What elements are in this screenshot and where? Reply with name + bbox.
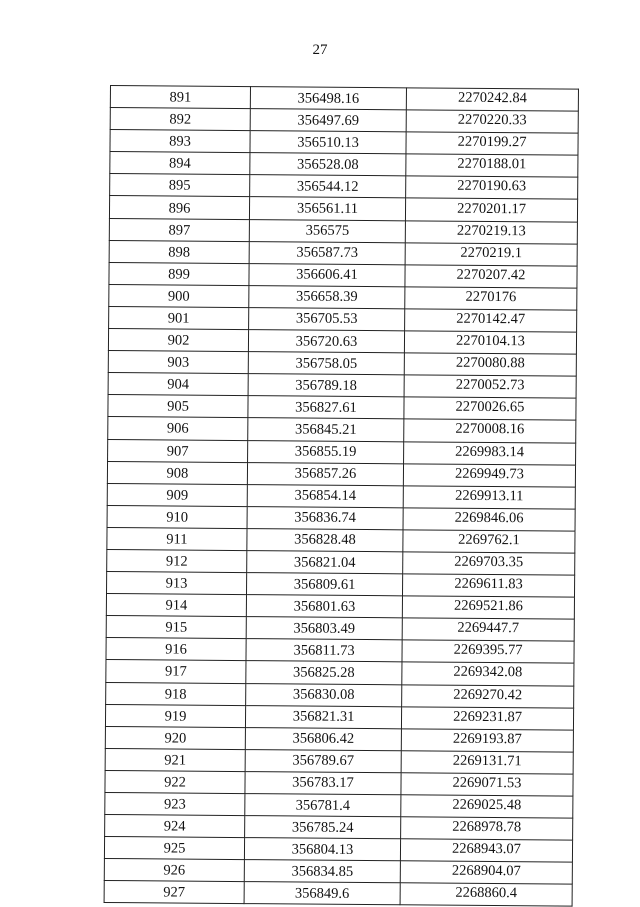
table-row [105,704,573,730]
x-coordinate-cell: 356705.53 [249,308,405,331]
y-coordinate-cell: 2269395.77 [402,640,574,663]
table-row [110,152,578,178]
y-coordinate-cell: 2269521.86 [402,596,574,619]
point-number-cell: 907 [108,439,248,462]
point-number-cell: 911 [107,527,247,550]
table-row [107,572,575,598]
point-number-cell: 896 [109,196,249,219]
point-number-cell: 894 [110,152,250,175]
table-row [108,417,576,443]
table-row [110,86,578,112]
table-row [110,108,578,134]
point-number-cell: 906 [108,417,248,440]
x-coordinate-cell: 356587.73 [249,241,405,264]
point-number-cell: 913 [107,572,247,595]
table-row [107,505,575,531]
y-coordinate-cell: 2270190.63 [406,176,578,199]
y-coordinate-cell: 2270104.13 [404,331,576,354]
x-coordinate-cell: 356561.11 [249,197,405,220]
point-number-cell: 892 [110,108,250,131]
x-coordinate-cell: 356803.49 [246,617,402,640]
table-row [106,660,574,686]
x-coordinate-cell: 356658.39 [249,285,405,308]
table-row [105,770,573,796]
x-coordinate-cell: 356804.13 [244,838,400,861]
point-number-cell: 910 [107,505,247,528]
point-number-cell: 903 [108,351,248,374]
y-coordinate-cell: 2270201.17 [405,198,577,221]
table-row [109,284,577,310]
table-body [104,86,578,907]
y-coordinate-cell: 2270219.13 [405,220,577,243]
point-number-cell: 914 [106,594,246,617]
x-coordinate-cell: 356821.04 [247,551,403,574]
y-coordinate-cell: 2269071.53 [401,773,573,796]
x-coordinate-cell: 356544.12 [250,175,406,198]
y-coordinate-cell: 2269025.48 [401,795,573,818]
x-coordinate-cell: 356497.69 [250,109,406,132]
x-coordinate-cell: 356811.73 [246,639,402,662]
y-coordinate-cell: 2270176 [405,287,577,310]
x-coordinate-cell: 356606.41 [249,263,405,286]
point-number-cell: 920 [105,726,245,749]
table-row [110,174,578,200]
x-coordinate-cell: 356720.63 [248,330,404,353]
point-number-cell: 900 [109,284,249,307]
y-coordinate-cell: 2269193.87 [401,729,573,752]
page-number: 27 [312,42,328,58]
x-coordinate-cell: 356849.6 [244,882,400,905]
y-coordinate-cell: 2270080.88 [404,353,576,376]
table-row [106,594,574,620]
point-number-cell: 915 [106,616,246,639]
y-coordinate-cell: 2270219.1 [405,242,577,265]
x-coordinate-cell: 356806.42 [245,727,401,750]
table-row [105,815,573,841]
y-coordinate-cell: 2269703.35 [403,552,575,575]
table-row [107,527,575,553]
point-number-cell: 895 [110,174,250,197]
point-number-cell: 899 [109,262,249,285]
table-row [109,196,577,222]
y-coordinate-cell: 2270008.16 [404,419,576,442]
y-coordinate-cell: 2269913.11 [403,486,575,509]
table-row [110,130,578,156]
table-row [104,859,572,885]
table-row [105,726,573,752]
point-number-cell: 891 [110,86,250,109]
point-number-cell: 916 [106,638,246,661]
y-coordinate-cell: 2269131.71 [401,751,573,774]
y-coordinate-cell: 2269231.87 [401,706,573,729]
x-coordinate-cell: 356821.31 [245,705,401,728]
x-coordinate-cell: 356825.28 [246,661,402,684]
point-number-cell: 924 [105,815,245,838]
coordinates-table [104,85,579,907]
point-number-cell: 897 [109,218,249,241]
point-number-cell: 917 [106,660,246,683]
coordinates-table-container [104,85,579,907]
x-coordinate-cell: 356785.24 [245,816,401,839]
point-number-cell: 905 [108,395,248,418]
y-coordinate-cell: 2268860.4 [400,883,572,906]
table-row [109,306,577,332]
y-coordinate-cell: 2270052.73 [404,375,576,398]
x-coordinate-cell: 356789.18 [248,374,404,397]
x-coordinate-cell: 356854.14 [247,484,403,507]
point-number-cell: 927 [104,881,244,904]
point-number-cell: 908 [107,461,247,484]
y-coordinate-cell: 2268943.07 [400,839,572,862]
point-number-cell: 912 [107,549,247,572]
x-coordinate-cell: 356575 [249,219,405,242]
point-number-cell: 909 [107,483,247,506]
table-row [107,461,575,487]
x-coordinate-cell: 356789.67 [245,749,401,772]
table-row [104,881,572,907]
x-coordinate-cell: 356855.19 [248,440,404,463]
x-coordinate-cell: 356809.61 [247,573,403,596]
x-coordinate-cell: 356834.85 [244,860,400,883]
table-row [106,682,574,708]
y-coordinate-cell: 2268978.78 [401,817,573,840]
x-coordinate-cell: 356783.17 [245,771,401,794]
point-number-cell: 919 [105,704,245,727]
table-row [108,373,576,399]
y-coordinate-cell: 2268904.07 [400,861,572,884]
point-number-cell: 902 [108,329,248,352]
y-coordinate-cell: 2269447.7 [402,618,574,641]
x-coordinate-cell: 356498.16 [250,87,406,110]
point-number-cell: 898 [109,240,249,263]
point-number-cell: 921 [105,748,245,771]
point-number-cell: 893 [110,130,250,153]
x-coordinate-cell: 356828.48 [247,528,403,551]
table-row [106,638,574,664]
y-coordinate-cell: 2270220.33 [406,110,578,133]
table-row [108,351,576,377]
x-coordinate-cell: 356836.74 [247,506,403,529]
point-number-cell: 904 [108,373,248,396]
y-coordinate-cell: 2270199.27 [406,132,578,155]
y-coordinate-cell: 2269342.08 [402,662,574,685]
x-coordinate-cell: 356857.26 [247,462,403,485]
x-coordinate-cell: 356758.05 [248,352,404,375]
table-row [109,218,577,244]
x-coordinate-cell: 356528.08 [250,153,406,176]
y-coordinate-cell: 2270207.42 [405,265,577,288]
table-row [104,837,572,863]
table-row [109,240,577,266]
table-row [108,439,576,465]
table-row [108,395,576,421]
y-coordinate-cell: 2270026.65 [404,397,576,420]
x-coordinate-cell: 356845.21 [248,418,404,441]
x-coordinate-cell: 356781.4 [245,794,401,817]
y-coordinate-cell: 2269611.83 [402,574,574,597]
table-row [108,329,576,355]
y-coordinate-cell: 2269270.42 [402,684,574,707]
x-coordinate-cell: 356801.63 [246,595,402,618]
point-number-cell: 926 [104,859,244,882]
table-row [109,262,577,288]
point-number-cell: 901 [109,306,249,329]
y-coordinate-cell: 2270242.84 [406,88,578,111]
y-coordinate-cell: 2270142.47 [405,309,577,332]
y-coordinate-cell: 2269983.14 [404,441,576,464]
table-row [106,616,574,642]
table-row [107,549,575,575]
table-row [107,483,575,509]
point-number-cell: 923 [105,792,245,815]
x-coordinate-cell: 356830.08 [246,683,402,706]
point-number-cell: 918 [106,682,246,705]
table-row [105,792,573,818]
x-coordinate-cell: 356827.61 [248,396,404,419]
y-coordinate-cell: 2269846.06 [403,508,575,531]
y-coordinate-cell: 2269762.1 [403,530,575,553]
point-number-cell: 925 [104,837,244,860]
table-row [105,748,573,774]
point-number-cell: 922 [105,770,245,793]
y-coordinate-cell: 2269949.73 [403,463,575,486]
y-coordinate-cell: 2270188.01 [406,154,578,177]
x-coordinate-cell: 356510.13 [250,131,406,154]
